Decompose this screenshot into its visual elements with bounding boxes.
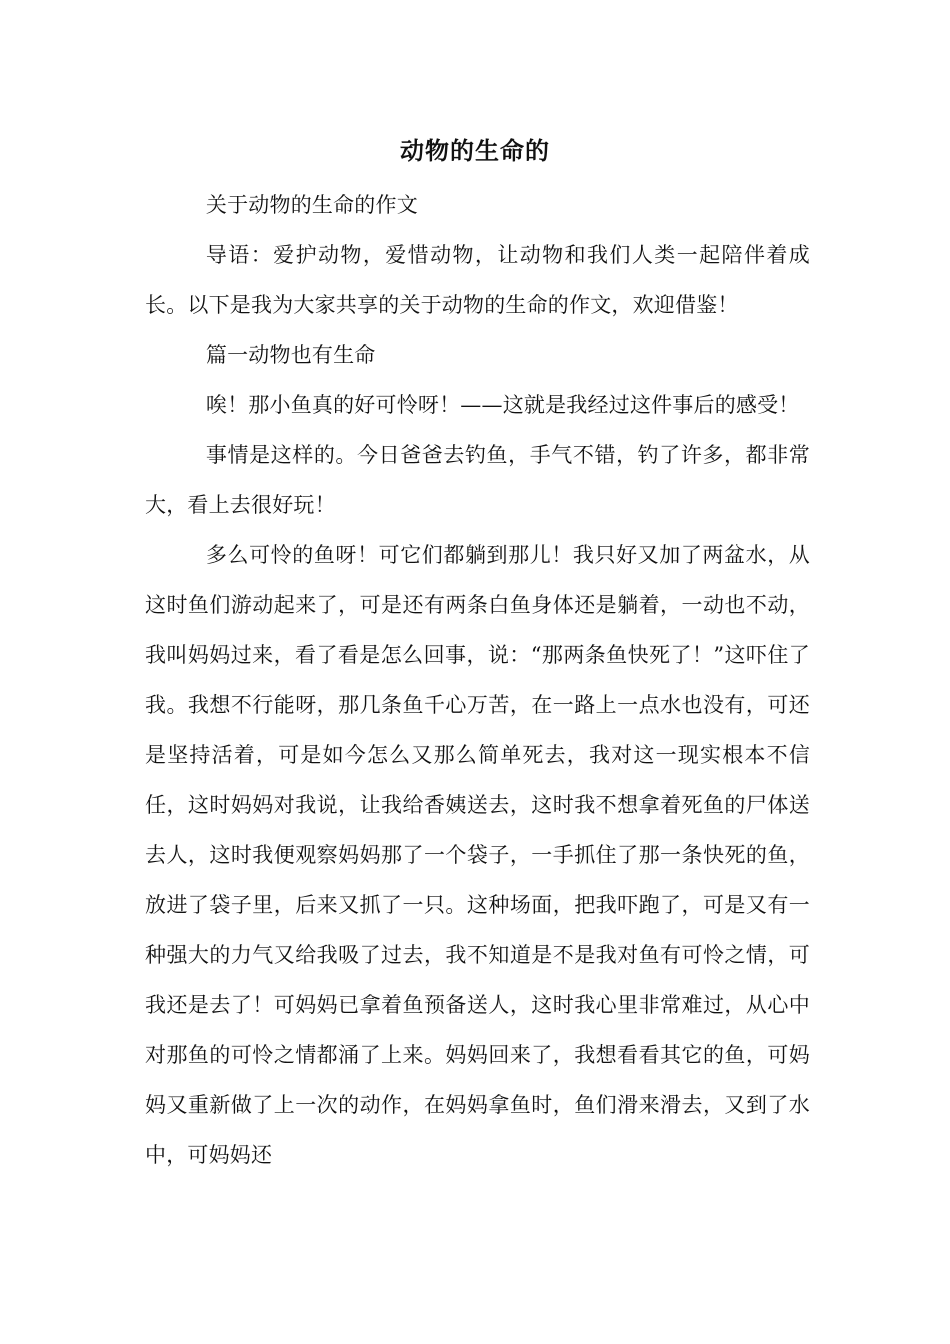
document-title: 动物的生命的 — [400, 137, 550, 165]
paragraph-intro: 导语：爱护动物，爱惜动物，让动物和我们人类一起陪伴着成长。以下是我为大家共享的关于动物的生命的作文，欢迎借鉴！ — [145, 243, 810, 317]
paragraph-body: 唉！那小鱼真的好可怜呀！——这就是我经过这件事后的感受！ — [205, 393, 800, 417]
document-body — [145, 180, 810, 1180]
paragraph-body: 多么可怜的鱼呀！可它们都躺到那儿！我只好又加了两盆水，从这时鱼们游动起来了，可是还有两条白鱼身体还是躺着，一动也不动，我叫妈妈过来，看了看是怎么回事，说：“那两条鱼快死了！”这吓住了我。我想不行能呀，那几条鱼千心万苦，在一路上一点水也没有，可还是坚持活着，可是如今怎么又那么简单死去，我对这一现实根本不信任，这时妈妈对我说，让我给香姨送去，这时我不想拿着死鱼的尸体送去人，这时我便观察妈妈那了一个袋子，一手抓住了那一条快死的鱼，放进了袋子里，后来又抓了一只。这种场面，把我吓跑了，可是又有一种强大的力气又给我吸了过去，我不知道是不是我对鱼有可怜之情，可我还是去了！可妈妈已拿着鱼预备送人，这时我心里非常难过，从心中对那鱼的可怜之情都涌了上来。妈妈回来了，我想看看其它的鱼，可妈妈又重新做了上一次的动作，在妈妈拿鱼时，鱼们滑来滑去，又到了水中，可妈妈还 — [145, 543, 810, 1167]
paragraph-section-heading: 篇一动物也有生命 — [205, 343, 376, 367]
paragraph-subtitle: 关于动物的生命的作文 — [205, 193, 418, 217]
paragraph-body: 事情是这样的。今日爸爸去钓鱼，手气不错，钓了许多，都非常大，看上去很好玩！ — [145, 443, 810, 517]
